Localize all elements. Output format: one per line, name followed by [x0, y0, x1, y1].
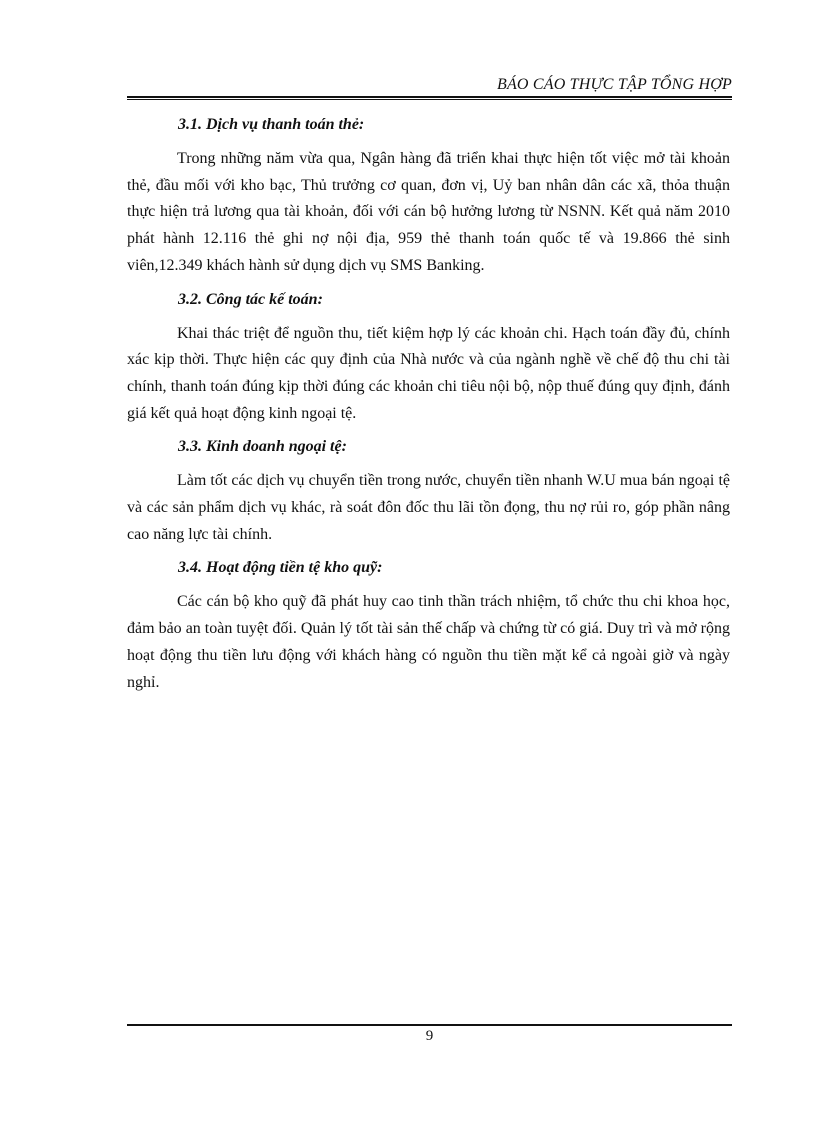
section-paragraph: Khai thác triệt để nguồn thu, tiết kiệm hợp lý các khoản chi. Hạch toán đầy đủ, chính xác kịp thời. Thực hiện các quy định của Nhà nước và của ngành nghề về chế độ thu chi tài chính, thanh toán đúng kịp thời đúng các khoản chi tiêu nội bộ, nộp thuế đúng quy định, đánh giá kết quả hoạt động kinh ngoại tệ. [127, 324, 730, 422]
section-card-payment [127, 114, 730, 280]
section-foreign-exchange [127, 436, 730, 548]
document-body [127, 114, 730, 705]
page-header-title: BÁO CÁO THỰC TẬP TỔNG HỢP [496, 76, 732, 93]
section-paragraph: Làm tốt các dịch vụ chuyển tiền trong nước, chuyển tiền nhanh W.U mua bán ngoại tệ và các sản phẩm dịch vụ khác, rà soát đôn đốc thu lãi tồn đọng, thu nợ rủi ro, góp phần nâng cao năng lực tài chính. [127, 472, 730, 543]
section-heading: 3.4. Hoạt động tiền tệ kho quỹ: [178, 559, 383, 577]
section-paragraph: Các cán bộ kho quỹ đã phát huy cao tinh thần trách nhiệm, tổ chức thu chi khoa học, đảm bảo an toàn tuyệt đối. Quản lý tốt tài sản thế chấp và chứng từ có giá. Duy trì và mở rộng hoạt động thu tiền lưu động với khách hàng có nguồn thu tiền mặt kể cả ngoài giờ và ngày nghỉ. [127, 593, 730, 691]
page-number: 9 [425, 1028, 434, 1044]
section-accounting [127, 289, 730, 428]
footer-divider [127, 1024, 732, 1026]
section-heading: 3.2. Công tác kế toán: [178, 290, 323, 308]
header-divider [127, 96, 732, 100]
section-heading: 3.1. Dịch vụ thanh toán thẻ: [178, 116, 365, 133]
section-paragraph: Trong những năm vừa qua, Ngân hàng đã triển khai thực hiện tốt việc mở tài khoản thẻ, đầu mối với kho bạc, Thủ trưởng cơ quan, đơn vị, Uỷ ban nhân dân các xã, thỏa thuận thực hiện trả lương qua tài khoản, đối với cán bộ hưởng lương từ NSNN. Kết quả năm 2010 phát hành 12.116 thẻ ghi nợ nội địa, 959 thẻ thanh toán quốc tế và 19.866 thẻ sinh viên,12.349 khách hành sử dụng dịch vụ SMS Banking. [127, 150, 730, 274]
section-treasury [127, 557, 730, 696]
section-heading: 3.3. Kinh doanh ngoại tệ: [178, 438, 347, 456]
